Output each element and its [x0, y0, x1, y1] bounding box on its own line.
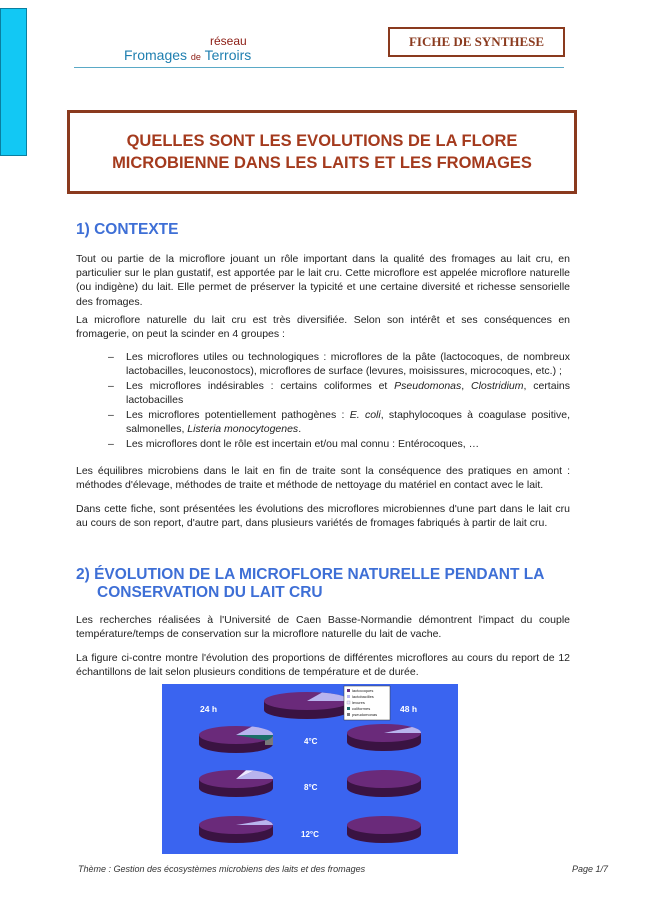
row-label-4c: 4°C — [304, 737, 318, 746]
pie-24h-12c — [199, 816, 273, 843]
header-rule — [74, 67, 564, 68]
footer-page-number: Page 1/7 — [572, 864, 609, 874]
pie-figure-svg — [162, 684, 458, 854]
list-item: – Les microflores potentiellement pathogènes : E. coli, staphylocoques à coagulase positive, salmonelles, Listeria monocytogenes. — [108, 408, 570, 436]
col-label-24h: 24 h — [200, 704, 218, 714]
pie-24h-8c — [199, 770, 273, 797]
logo-reseau-text: réseau — [210, 34, 247, 48]
section1-paragraph-3: Les équilibres microbiens dans le lait en fin de traite sont la conséquence des pratiques en amont : méthodes d'élevage, méthodes de traite et méthode de nettoyage du matériel en contact avec le lait. — [76, 465, 570, 492]
legend-label: levures — [352, 700, 365, 705]
list-item: – Les microflores indésirables : certains coliformes et Pseudomonas, Clostridium, certains lactobacilles — [108, 379, 570, 407]
row-label-12c: 12°C — [301, 830, 319, 839]
legend-label: coliformes — [352, 706, 371, 711]
logo-fromages-de-terroirs — [74, 34, 274, 74]
footer-theme: Thème : Gestion des écosystèmes microbiens des laits et des fromages — [78, 864, 366, 874]
col-label-48h: 48 h — [400, 704, 418, 714]
title-line-1: QUELLES SONT LES EVOLUTIONS DE LA FLORE — [126, 132, 518, 150]
legend-label: pseudomonas — [352, 712, 378, 717]
row-label-8c: 8°C — [304, 783, 318, 792]
list-item: – Les microflores utiles ou technologiques : microflores de la pâte (lactocoques, de nombreux lactobacilles, leuconostocs), microflores de surface (levures, moisissures, microcoques, etc.) ; — [108, 350, 570, 378]
fiche-label: FICHE DE SYNTHESE — [408, 34, 545, 49]
section1-paragraph-1: Tout ou partie de la microflore jouant un rôle important dans la qualité des fromages au lait cru, en particulier sur le plan gustatif, est apportée par le lait cru. Cette microflore est appelée microflore naturelle (ou indigène) du lait. Elle permet de préserver la typicité et une certaine diversité et richesse sensorielle des fromages. — [76, 253, 570, 308]
section1-paragraph-2: La microflore naturelle du lait cru est très diversifiée. Selon son intérêt et ses conséquences en fromagerie, on peut la scinder en 4 groupes : — [76, 314, 570, 341]
pie-48h-8c — [347, 770, 421, 797]
pie-legend — [344, 686, 390, 720]
list-item: – Les microflores dont le rôle est incertain et/ou mal connu : Entérocoques, … — [108, 437, 570, 451]
microflora-groups-list — [108, 350, 570, 452]
section2-paragraph-2: La figure ci-contre montre l'évolution des proportions de différentes microflores au cours du report de 12 échantillons de lait selon plusieurs conditions de température et de durée. — [76, 652, 570, 679]
title-box — [67, 110, 577, 194]
logo-brand: Fromages de Terroirs — [124, 47, 252, 63]
title-line-2: MICROBIENNE DANS LES LAITS ET LES FROMAGES — [112, 154, 532, 172]
section1-heading: 1) CONTEXTE — [76, 221, 179, 238]
microflora-pie-figure — [162, 684, 458, 854]
legend-label: lactobacilles — [352, 694, 374, 699]
section2-paragraph-1: Les recherches réalisées à l'Université de Caen Basse-Normandie démontrent l'impact du couple température/temps de conservation sur la microflore naturelle du lait de vache. — [76, 614, 570, 641]
section2-heading-line-2: CONSERVATION DU LAIT CRU — [97, 584, 323, 601]
pie-reference — [264, 692, 350, 719]
section2-heading-line-1: 2) ÉVOLUTION DE LA MICROFLORE NATURELLE PENDANT LA — [76, 566, 545, 583]
pie-48h-4c — [347, 724, 421, 751]
pie-48h-12c — [347, 816, 421, 843]
legend-label: lactocoques — [352, 688, 374, 693]
side-tab-marker — [0, 8, 27, 156]
pie-24h-4c — [199, 726, 273, 753]
section1-paragraph-4: Dans cette fiche, sont présentées les évolutions des microflores microbiennes d'une part dans le lait cru au cours de son report, d'autre part, dans plusieurs variétés de fromages fabriqués à partir de lait cru. — [76, 503, 570, 530]
fiche-label-box — [388, 27, 565, 57]
